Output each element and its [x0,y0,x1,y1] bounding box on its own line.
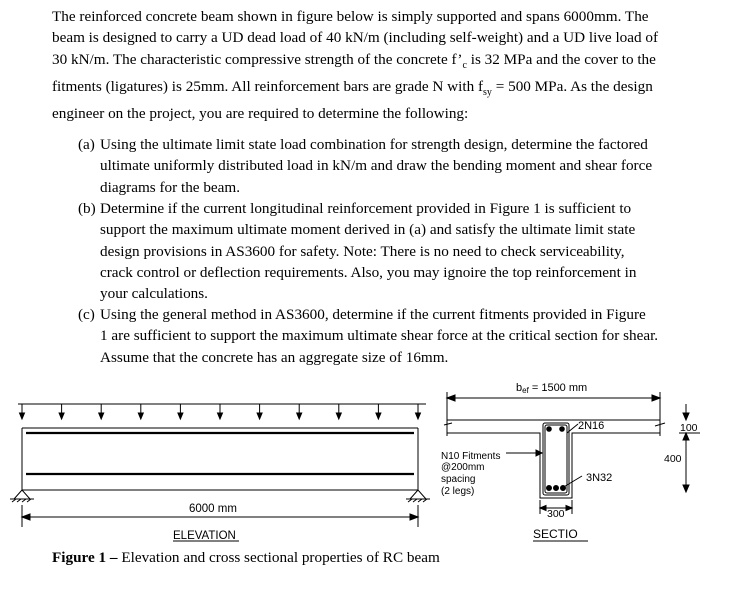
fitments-line-4: (2 legs) [441,486,475,497]
udl-load-arrows [18,404,426,419]
fitments-line-3: spacing [441,474,476,485]
figure-caption: Figure 1 – Elevation and cross sectional properties of RC beam [52,549,440,566]
span-label: 6000 mm [189,503,237,515]
intro-line-1: The reinforced concrete beam shown in figure below is simply supported and spans 6000mm. The [52,8,649,25]
load-arrowhead [59,413,64,419]
load-arrowhead [376,413,381,419]
load-arrowhead [416,413,421,419]
question-a: (a) Using the ultimate limit state load combination for strength design, determine the factored ultimate uniformly distributed load in kN/m and draw the bending moment and shear force diagrams for the beam. [78,136,653,196]
intro-line-2: beam is designed to carry a UD dead load of 40 kN/m (including self-weight) and a UD live load of [52,29,659,47]
top-bars-label: 2N16 [578,420,605,432]
flange-depth-label: 100 [680,422,698,434]
question-c: (c) Using the general method in AS3600, determine if the current fitments provided in Figure 1 are sufficient to support the maximum ultimate shear force at the critical section for shear. Assume that the concrete has an aggregate size of 16mm. [78,306,659,366]
load-arrowhead [336,413,341,419]
beam-elevation [22,428,418,490]
question-label: (c) [78,306,95,323]
intro-line-3: 30 kN/m. The characteristic compressive strength of the concrete $f’_c$ is 32 MPa and the cover to the [52,50,656,71]
fitments-line-1: N10 Fitments [441,451,501,462]
load-arrowhead [20,413,25,419]
load-arrowhead [99,413,104,419]
load-arrowhead [257,413,262,419]
question-label: (b) [78,200,96,217]
support-pin-right [406,490,430,502]
support-pin-left [10,490,34,502]
load-arrowhead [178,413,183,419]
question-label: (a) [78,136,95,153]
question-b: (b) Determine if the current longitudinal reinforcement provided in Figure 1 is sufficient to support the maximum ultimate moment derived in (a) and satisfy the ultimate limit state design provisions in AS3600 for safety. Note: There is no need to check serviceability, crack control or deflection requirements. Also, you may ignoire the top reinforcement in your calculations. [78,200,637,303]
load-arrowhead [218,413,223,419]
intro-line-4: fitments (ligatures) is 25mm. All reinforcement bars are grade N with $f_{sy} = 500$ MPa. As the design [52,77,653,98]
intro-line-5: engineer on the project, you are required to determine the following: [52,105,469,123]
depth-label: 400 [664,453,682,465]
elevation-label: ELEVATION [173,530,236,542]
section-label: SECTIO [533,527,578,541]
load-arrowhead [138,413,143,419]
fitments-line-2: @200mm [441,462,485,473]
bottom-bars-label: 3N32 [586,472,613,484]
effective-width-label: bef = 1500 mm [516,382,588,395]
load-arrowhead [297,413,302,419]
web-width-label: 300 [547,508,565,520]
